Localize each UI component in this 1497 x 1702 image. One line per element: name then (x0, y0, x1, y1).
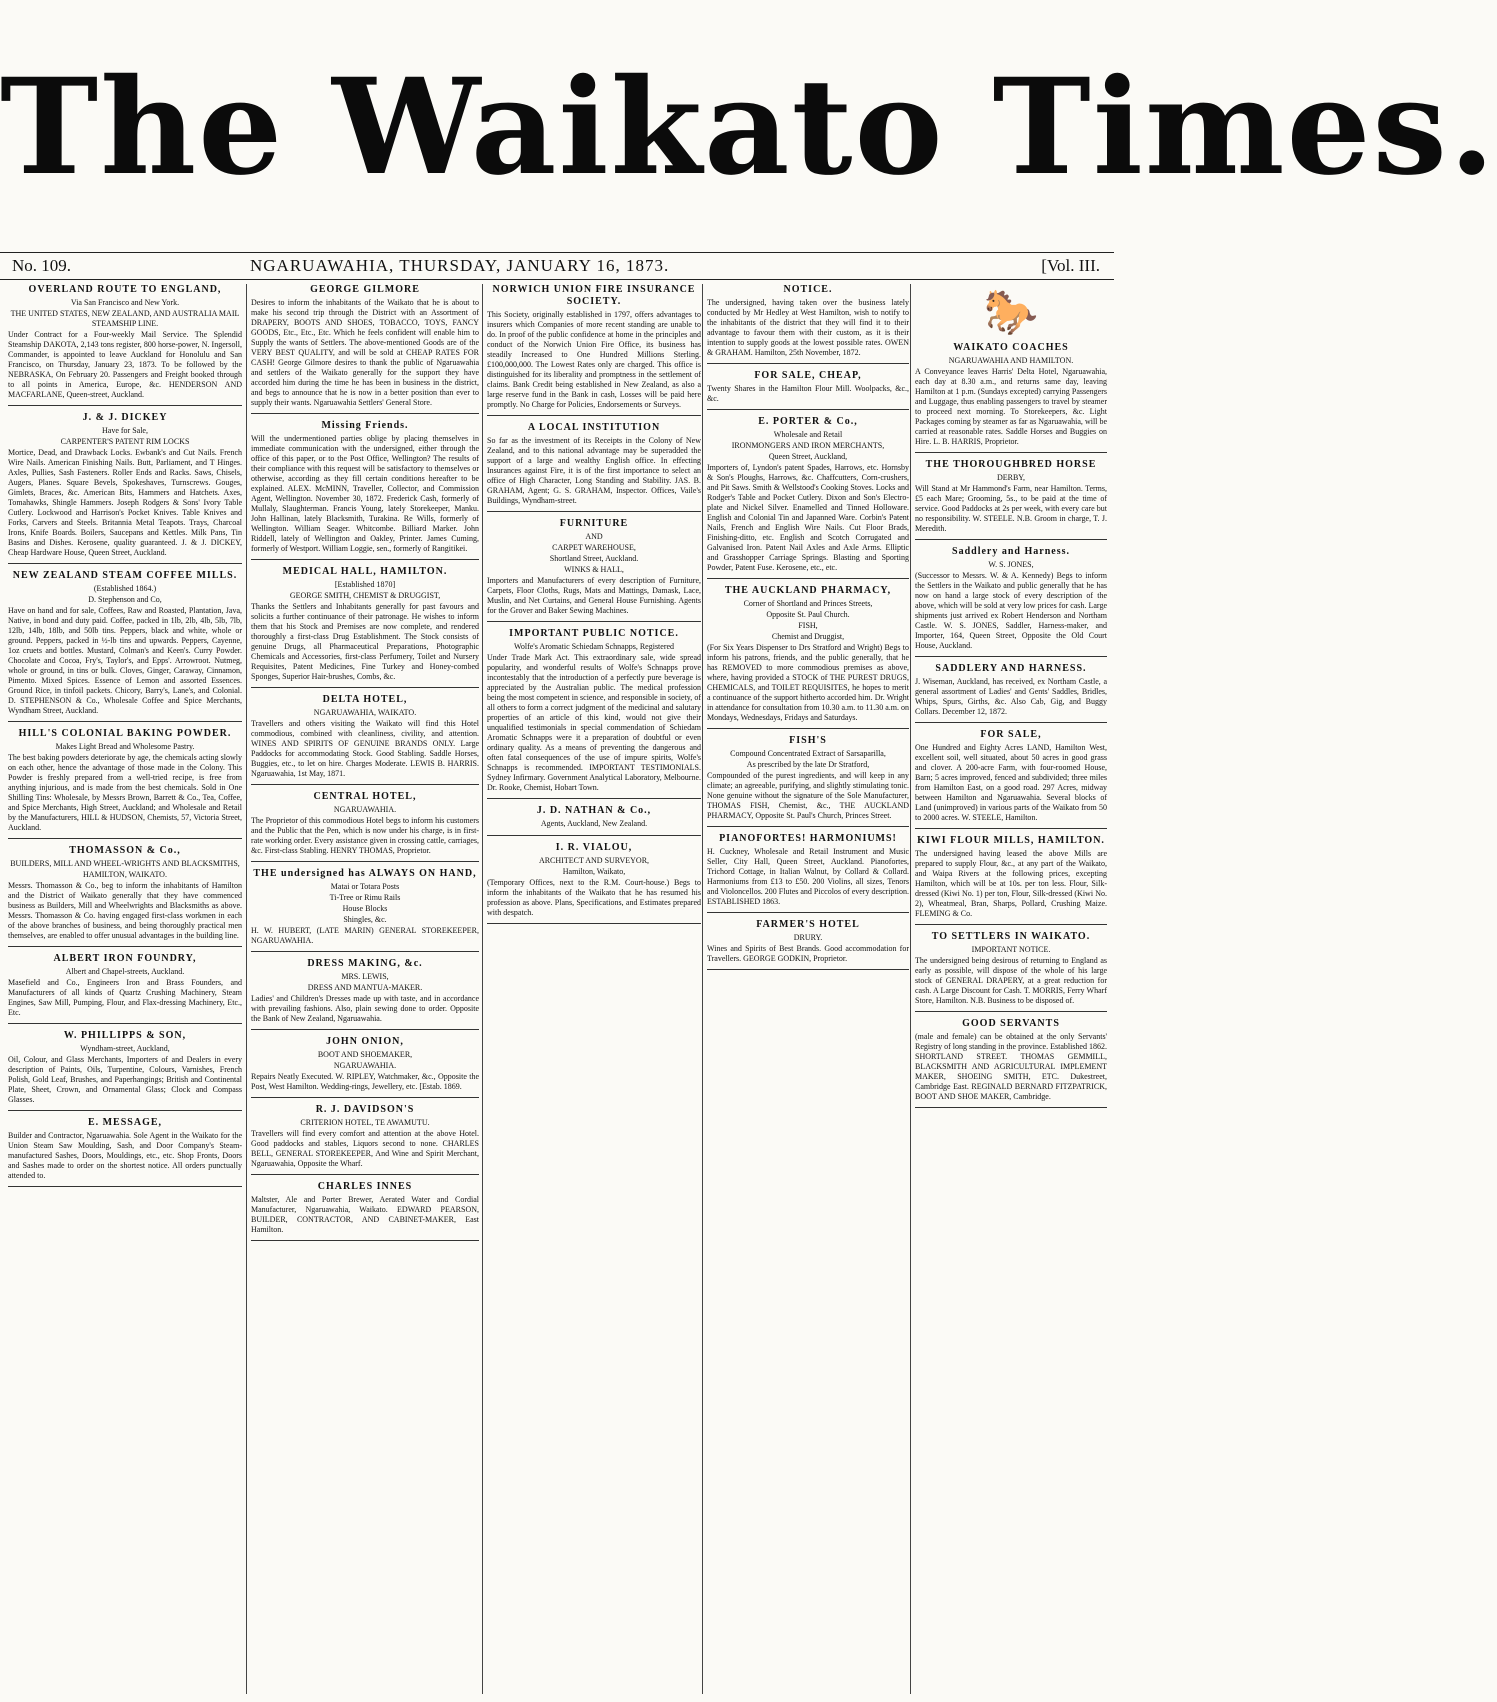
advertisement-subline: DRURY. (793, 933, 823, 942)
advertisement-title: J. D. NATHAN & Co., (536, 805, 652, 816)
advertisement-body: Repairs Neatly Executed. W. RIPLEY, Watchmaker, &c., Opposite the Post, West Hamilton. Wedding-rings, Jewellery, etc. [Estab. 1869. (251, 1072, 479, 1091)
advertisement-body: The undersigned having leased the above Mills are prepared to supply Flour, &c., at any part of the Waikato, and Waipa Rivers at the following prices, excepting Hamilton, which will be at 10s. per ton less. Flour, Silk-dressed (Kiwi No. 1) per ton, Flour, Silk-dressed (Kiwi No. 2), Wheatmeal, Bran, Sharps, Pollard, Crushing Maize. FLEMING & Co. (915, 849, 1107, 918)
advertisement-title: J. & J. DICKEY (82, 412, 168, 423)
coach-illustration: 🐎 (983, 288, 1039, 337)
advertisement-subline: Via San Francisco and New York. (70, 298, 180, 307)
advertisement-subline: CRITERION HOTEL, TE AWAMUTU. (300, 1118, 430, 1127)
advertisement-body: The Proprietor of this commodious Hotel begs to inform his customers and the Public that the Pen, which is now under his charge, is in first-rate working order. Every assistance given in crossing cattle, carriages, &c. First-class Stabling. HENRY THOMAS, Proprietor. (251, 816, 479, 855)
advertisement-subline: CARPENTER'S PATENT RIM LOCKS (60, 437, 190, 446)
advertisement-body: This Society, originally established in 1797, offers advantages to insurers which Companies of more recent standing are unable to do. In proof of the public confidence at home in the principles and conduct of the Norwich Union Fire Office, its business has steadily Increased to One Hundred Millions Sterling. £100,000,000. The Lowest Rates only are charged. This office is distinguished for its liberality and promptness in the settlement of claims. Bank Credit being established in New Zealand, as also a large reserve fund in the Bank in cash, Losses will be paid here promptly. No Charge for Policies, Endorsements or Surveys. (487, 310, 701, 409)
place-and-date: NGARUAWAHIA, THURSDAY, JANUARY 16, 1873. (250, 256, 670, 275)
advertisement-title: MEDICAL HALL, HAMILTON. (282, 566, 448, 577)
advertisement-body: (For Six Years Dispenser to Drs Stratford and Wright) Begs to inform his patrons, friends, and the public generally, that he has REMOVED to more commodious premises as above, where, having provided a STOCK of THE PUREST DRUGS, CHEMICALS, and TOILET REQUISITES, he hopes to merit a continuance of the support hitherto accorded him. Dr. Wright in attendance for consultation from 10.30 a.m. to 11.30 a.m. on Mondays, Wednesdays, Fridays and Saturdays. (707, 643, 909, 722)
advertisement-body: Compounded of the purest ingredients, and will keep in any climate; an agreeable, purifying, and slightly stimulating tonic. None genuine without the signature of the Sole Manufacturer, THOMAS FISH, Chemist, &c., THE AUCKLAND PHARMACY, Opposite St. Paul's Church, Princes Street. (707, 771, 909, 820)
advertisement-subline: Corner of Shortland and Princes Streets, (743, 599, 873, 608)
advertisement-body: Desires to inform the inhabitants of the Waikato that he is about to make his second trip through the District with an Assortment of DRAPERY, BOOTS AND SHOES, TOBACCO, TOYS, FANCY GOODS, Etc., Etc., Etc. Which he feels confident will enable him to Supply the wants of Settlers. The above-mentioned Goods are of the VERY BEST QUALITY, and will be sold at CHEAP RATES FOR CASH! George Gilmore desires to thank the public of Ngaruawahia and settlers of the Waikato generally for the support they have accorded him during the time he has been in business in the district, and begs to announce that he is now in a better position than ever to supply their wants. Ngaruawahia Settlers' General Store. (251, 298, 479, 407)
advertisement-title: CENTRAL HOTEL, (313, 791, 417, 802)
advertisement-subline: Compound Concentrated Extract of Sarsaparilla, (730, 749, 886, 758)
advertisement-title: SADDLERY AND HARNESS. (935, 663, 1087, 674)
advertisement-body: Importers of, Lyndon's patent Spades, Harrows, etc. Hornsby & Son's Ploughs, Harrows, &c. Chaffcutters, Corn-crushers, and Pit Saws. Smith & Wellstood's Cooking Stoves. Locks and Rodger's Table and Pocket Cutlery. Dixon and Son's Electro-plate and Nickel Silver. Enamelled and Tinned Holloware. English and Colonial Tin and Japanned Ware. Corbin's Patent Nails, French and English Wire Nails. Cut Floor Brads, Finishing-ditto, etc. English and Scotch Corrugated and Galvanised Iron. Patent Nail Axles and Axle Arms. Elliptic and Grasshopper Carriage Springs. Blasting and Sporting Powder, Patent Fuse. Kerosene, etc., etc. (707, 463, 909, 572)
advertisement-subline: ARCHITECT AND SURVEYOR, (538, 856, 650, 865)
advertisement-subline: MRS. LEWIS, (341, 972, 389, 981)
advertisement-body: The undersigned, having taken over the business lately conducted by Mr Hedley at West Hamilton, wish to notify to the inhabitants of the district that they will find it to their advantage to favour them with their custom, as it is their intention to supply goods at the lowest possible rates. OWEN & GRAHAM. Hamilton, 25th November, 1872. (707, 298, 909, 357)
advertisement-subline: THE UNITED STATES, NEW ZEALAND, AND AUSTRALIA MAIL STEAMSHIP LINE. (10, 309, 240, 328)
advertisement-subline: Shortland Street, Auckland. (549, 554, 639, 563)
volume-number: [Vol. III. (1041, 256, 1100, 275)
advertisement-body: Travellers and others visiting the Waikato will find this Hotel commodious, combined with cleanliness, civility, and attention. WINES AND SPIRITS OF GENUINE BRANDS ONLY. Large Paddocks for accommodating Stock. Good Stabling. Saddle Horses, Buggies, etc., to let on hire. Charges Moderate. LEWIS B. HARRIS. Ngaruawahia, 1st May, 1871. (251, 719, 479, 778)
advertisement-body: H. Cuckney, Wholesale and Retail Instrument and Music Seller, City Hall, Queen Street, Auckland. Pianofortes, Trichord Cottage, in Italian Walnut, by Collard & Collard. Harmoniums from £13 to £50. 200 Violins, all sizes, Tenors and Violoncellos. 200 Flutes and Piccolos of every description. ESTABLISHED 1863. (707, 847, 910, 906)
advertisement-subline: Hamilton, Waikato, (562, 867, 626, 876)
advertisement (707, 585, 909, 729)
advertisement-title: A LOCAL INSTITUTION (527, 422, 661, 433)
advertisement-subline: HAMILTON, WAIKATO. (83, 870, 167, 879)
advertisement-title: E. PORTER & Co., (758, 416, 858, 427)
advertisement (487, 805, 701, 836)
masthead-title: The Waikato Times. (0, 50, 1497, 205)
advertisement-subline: IMPORTANT NOTICE. (971, 945, 1051, 954)
advertisement (707, 833, 909, 913)
advertisement (707, 735, 909, 827)
advertisement-title: R. J. DAVIDSON'S (315, 1104, 415, 1115)
advertisement-body: Wines and Spirits of Best Brands. Good accommodation for Travellers. GEORGE GODKIN, Proprietor. (707, 944, 909, 963)
advertisement (251, 694, 479, 785)
advertisement-subline: NGARUAWAHIA AND HAMILTON. (948, 356, 1074, 365)
advertisement-body: (Temporary Offices, next to the R.M. Court-house.) Begs to inform the inhabitants of the Waikato that he has resumed his profession as above. Plans, Specifications, and Estimates prepared with despatch. (487, 878, 701, 917)
advertisement-subline: DERBY, (996, 473, 1026, 482)
advertisement-body: One Hundred and Eighty Acres LAND, Hamilton West, excellent soil, well situated, about 50 acres in good grass and clover. A 200-acre Farm, with four-roomed House, Barn; 5 acres improved, fenced and subdivided; three miles from Hamilton East, on a good road. 297 Acres, midway between Hamilton and Ngaruawahia. Several blocks of Land (unimproved) in various parts of the Waikato from 50 to 2000 acres. W. STEELE, Hamilton. (915, 743, 1107, 822)
advertisement-title: FOR SALE, (980, 729, 1042, 740)
advertisement (707, 416, 909, 579)
issue-number: No. 109. (12, 256, 72, 275)
advertisement-body: Under Trade Mark Act. This extraordinary sale, wide spread popularity, and wonderful results of Wolfe's Schnapps prove incontestably that the introduction of a perfectly pure beverage is appreciated by the Australian public. The medical profession being the most competent in science, and responsible in society, of all others to form a correct judgment of the medicinal and salutary properties of an article of this kind, would not give their unqualified testimonials in special commendation of Schiedam Aromatic Schnapps were it a preparation of doubtful or even ordinary quality. As a means of preventing the dangerous and often fatal consequences of the use of impure spirits, Wolfe's Schnapps is recommended. IMPORTANT TESTIMONIALS. Sydney Infirmary. Government Analytical Laboratory, Melbourne. Dr. Rooke, Chemist, Hobart Town. (487, 653, 701, 792)
advertisement (487, 518, 701, 622)
advertisement-body: Travellers will find every comfort and attention at the above Hotel. Good paddocks and stables, Liquors second to none. CHARLES BELL, GENERAL STOREKEEPER, And Wine and Spirit Merchant, Ngaruawahia, Opposite the Wharf. (251, 1129, 479, 1168)
advertisement-subline: Ti-Tree or Rimu Rails (329, 893, 401, 902)
advertisement-body: J. Wiseman, Auckland, has received, ex Northam Castle, a general assortment of Ladies' and Gents' Saddles, Bridles, Whips, Spurs, Girths, &c. Also Cab, Gig, and Buggy Collars. December 12, 1872. (915, 677, 1107, 716)
advertisement (251, 868, 479, 952)
advertisement-subline: Opposite St. Paul Church. (766, 610, 850, 619)
advertisement-subline: DRESS AND MANTUA-MAKER. (307, 983, 423, 992)
dateline (0, 252, 1114, 280)
advertisement-subline: CARPET WAREHOUSE, (552, 543, 636, 552)
advertisement-subline: Matai or Totara Posts (330, 882, 400, 891)
advertisement-title: DRESS MAKING, &c. (307, 958, 423, 969)
advertisement-body: Will Stand at Mr Hammond's Farm, near Hamilton. Terms, £5 each Mare; Grooming, 5s., to be paid at the time of service. Good Paddocks at 2s per week, with every care but no responsibility. W. STEELE. N.B. Groom in charge, T. J. Meredith. (915, 484, 1107, 533)
advertisement (8, 284, 242, 406)
column-2 (246, 284, 479, 1694)
advertisement-title: NEW ZEALAND STEAM COFFEE MILLS. (12, 570, 238, 581)
advertisement (251, 284, 479, 414)
advertisement (487, 284, 701, 416)
advertisement-title: W. PHILLIPPS & SON, (63, 1030, 187, 1041)
advertisement (251, 420, 479, 560)
advertisement (915, 342, 1107, 453)
advertisement-title: THOMASSON & Co., (69, 845, 181, 856)
advertisement-subline: FISH, (798, 621, 818, 630)
advertisement (915, 931, 1107, 1012)
advertisement (8, 570, 242, 722)
advertisement (8, 845, 242, 947)
advertisement-subline: Wyndham-street, Auckland, (80, 1044, 170, 1053)
advertisement-subline: [Established 1870] (334, 580, 396, 589)
advertisement-body: Masefield and Co., Engineers Iron and Brass Founders, and Manufacturers of all kinds of Quartz Crushing Machinery, Steam Engines, Saw Mill, Pumping, Flour, and Flax-dressing Machinery, Etc., Etc. (8, 978, 242, 1017)
advertisement-body: H. W. HUBERT, (LATE MARIN) GENERAL STOREKEEPER, NGARUAWAHIA. (251, 926, 479, 945)
advertisement (251, 1036, 479, 1098)
advertisement-subline: Makes Light Bread and Wholesome Pastry. (55, 742, 195, 751)
advertisement-title: Missing Friends. (321, 420, 409, 431)
advertisement-body: The best baking powders deteriorate by age, the chemicals acting slowly on each other, hence the advantage of those made in the Colony. This Powder is freshly prepared from a well-tried recipe, is free from anything injurious, and is made from the best chemicals. Sold in One Shilling Tins: Wholesale, by Messrs Brown, Barrett & Co., Tea, Coffee, and Spice Merchants, High Street, Auckland; and Wholesale and Retail by the Manufacturers, HILL & HUDSON, Chemists, 57, Victoria Street, Auckland. (8, 753, 242, 832)
advertisement (8, 953, 242, 1024)
advertisement-title: E. MESSAGE, (87, 1117, 163, 1128)
advertisement-body: A Conveyance leaves Harris' Delta Hotel, Ngaruawahia, each day at 8.30 a.m., and returns same day, leaving Hamilton at 1 p.m. (Sundays excepted) carrying Passengers and Luggage, thus enabling passengers to travel by steamer to proceed next morning. To Storekeepers, &c. Light Packages coming by steamer as far as Ngaruawahia, will be carried at reasonable rates. Saddle Horses and Buggies on Hire. L. B. HARRIS, Proprietor. (915, 367, 1107, 446)
advertisement-subline: NGARUAWAHIA. (333, 1061, 397, 1070)
advertisement-subline: NGARUAWAHIA, WAIKATO. (313, 708, 417, 717)
advertisement (915, 459, 1107, 540)
advertisement-body: Maltster, Ale and Porter Brewer, Aerated Water and Cordial Manufacturer, Ngaruawahia, Waikato. EDWARD PEARSON, BUILDER, CONTRACTOR, AND CABINET-MAKER, East Hamilton. (251, 1195, 479, 1234)
advertisement (251, 1104, 479, 1175)
column-1 (8, 284, 242, 1694)
advertisement-subline: Albert and Chapel-streets, Auckland. (65, 967, 185, 976)
advertisement-title: PIANOFORTES! HARMONIUMS! (719, 833, 897, 844)
advertisement-subline: W. S. JONES, (988, 560, 1034, 569)
advertisement (487, 842, 701, 924)
advertisement-subline: GEORGE SMITH, CHEMIST & DRUGGIST, (289, 591, 441, 600)
advertisement-body: (Successor to Messrs. W. & A. Kennedy) Begs to inform the Settlers in the Waikato and public generally that he has now on hand a large stock of every description of the above, which will be sold at very low prices for cash. Large shipments just arrived ex Robert Henderson and Northam Castle. W. S. JONES, Saddler, Harness-maker, and Importer, 164, Queen Street, Opposite the Old Court House, Auckland. (915, 571, 1107, 650)
advertisement-body: Thanks the Settlers and Inhabitants generally for past favours and solicits a further continuance of their patronage. He wishes to inform them that his Stock and Premises are now complete, and rendered thoroughly a first-class Drug Establishment. The Stock consists of genuine Drugs, all Pharmaceutical Preparations, Photographic Chemicals and Accessories, first-class Perfumery, Toilet and Nursery Requisites, Patent Medicines, Fine Turkey and Honey-combed Sponges, Superior Hair-brushes, Combs, &c. (251, 602, 479, 681)
advertisement (8, 728, 242, 839)
advertisement-body: Importers and Manufacturers of every description of Furniture, Carpets, Floor Cloths, Rugs, Mats and Mattings, Damask, Lace, Muslin, and Net Curtains, and General House Furnishing. Agents for the Grover and Baker Sewing Machines. (487, 576, 701, 615)
column-4 (702, 284, 909, 1694)
advertisement-subline: House Blocks (342, 904, 388, 913)
advertisement-subline: Wolfe's Aromatic Schiedam Schnapps, Registered (513, 642, 675, 651)
advertisement (915, 729, 1107, 829)
advertisement-body: Mortice, Dead, and Drawback Locks. Ewbank's and Cut Nails. French Wire Nails. American Finishing Nails. Butt, Parliament, and T Hinges. Axles, Pullies, Sash Fasteners. Roller Ends and Racks. Saws, Chisels, Augers, Planes. Square Bevels, Spokeshaves, Turnscrews. Gouges, Gimlets, Braces, &c. American Bits, Hammers and Hatchets. Axes, Tomahawks, Shingle Hammers. Joseph Rodgers & Sons' Ivory Table Cutlery. Lockwood and Harrison's Pocket Knives. Table Knives and Forks, Carvers and Steels. Britannia Metal Teapots. Trays, Charcoal Irons, Knife Boards. Boilers, Saucepans and Kettles. Milk Pans, Tin Basins and Dishes. Kerosene, quality guaranteed. J. & J. DICKEY, Cheap Hardware House, Queen Street, Auckland. (8, 448, 242, 557)
advertisement-title: THE THOROUGHBRED HORSE (925, 459, 1097, 470)
advertisement-subline: NGARUAWAHIA. (333, 805, 397, 814)
advertisement-title: KIWI FLOUR MILLS, HAMILTON. (917, 835, 1105, 846)
advertisement (915, 1018, 1107, 1108)
advertisement-title: THE undersigned has ALWAYS ON HAND, (253, 868, 477, 879)
advertisement-subline: BUILDERS, MILL AND WHEEL-WRIGHTS AND BLACKSMITHS, (10, 859, 240, 868)
advertisement (487, 628, 701, 799)
advertisement (251, 958, 479, 1030)
advertisement-title: THE AUCKLAND PHARMACY, (724, 585, 892, 596)
advertisement-body: Oil, Colour, and Glass Merchants, Importers of and Dealers in every description of Paints, Oils, Turpentine, Colours, Varnishes, French Polish, Gold Leaf, Brushes, and Paperhangings; British and Continental Plate, Sheet, Crown, and Ornamental Glass; Clock and Compass Glasses. (8, 1055, 242, 1104)
advertisement-body: (male and female) can be obtained at the only Servants' Registry of long standing in the province. Established 1862. SHORTLAND STREET. THOMAS GEMMILL, BLACKSMITH AND AGRICULTURAL IMPLEMENT MAKER, SHOEING SMITH, ETC. Dukestreet, Cambridge East. REGINALD BERNARD FITZPATRICK, BOOT AND SHOE MAKER, Cambridge. (915, 1032, 1107, 1101)
advertisement-body: Builder and Contractor, Ngaruawahia. Sole Agent in the Waikato for the Union Steam Saw Moulding, Sash, and Door Company's Steam-manufactured Sashes, Doors, Mouldings, etc., etc. Shop Fronts, Doors and Sashes made to order on the shortest notice. All orders punctually attended to. (8, 1131, 242, 1180)
advertisement-subline: BOOT AND SHOEMAKER, (317, 1050, 413, 1059)
advertisement-title: GOOD SERVANTS (962, 1018, 1060, 1029)
advertisement-subline: D. Stephenson and Co, (88, 595, 162, 604)
advertisement (487, 422, 701, 512)
advertisement (251, 1181, 479, 1241)
advertisement-subline: Agents, Auckland, New Zealand. (540, 819, 648, 828)
advertisement-body: Twenty Shares in the Hamilton Flour Mill. Woolpacks, &c., &c. (707, 384, 909, 403)
advertisement (251, 791, 479, 862)
advertisement-subline: Queen Street, Auckland, (768, 452, 848, 461)
advertisement-subline: (Established 1864.) (93, 584, 157, 593)
advertisement-title: Saddlery and Harness. (952, 546, 1070, 557)
advertisement-body: Ladies' and Children's Dresses made up with taste, and in accordance with prevailing fashions. Also, plain sewing done to order. Opposite the Bank of New Zealand, Ngaruawahia. (251, 994, 479, 1023)
advertisement-title: NOTICE. (783, 284, 833, 295)
advertisement-title: FARMER'S HOTEL (756, 919, 860, 930)
advertisement-subline: Chemist and Druggist, (771, 632, 845, 641)
advertisement (707, 919, 909, 970)
advertisement-body: The undersigned being desirous of returning to England as early as possible, will dispose of the whole of his large stock of GENERAL DRAPERY, at a great reduction for cash. A Large Discount for Cash. T. MORRIS, Ferry Wharf Store, Hamilton. N.B. Business to be disposed of. (915, 956, 1107, 1005)
advertisement-title: NORWICH UNION FIRE INSURANCE SOCIETY. (492, 284, 696, 307)
advertisement-title: DELTA HOTEL, (322, 694, 408, 705)
advertisement (915, 546, 1107, 657)
advertisement-title: ALBERT IRON FOUNDRY, (53, 953, 197, 964)
advertisement-subline: Wholesale and Retail (773, 430, 843, 439)
advertisement-title: HILL'S COLONIAL BAKING POWDER. (18, 728, 232, 739)
advertisement-title: WAIKATO COACHES (953, 342, 1069, 353)
advertisement-title: FURNITURE (559, 518, 629, 529)
advertisement-body: Under Contract for a Four-weekly Mail Service. The Splendid Steamship DAKOTA, 2,143 tons register, 800 horse-power, N. Ingersoll, Commander, is appointed to leave Auckland for Honolulu and San Francisco, on Thursday, January 23, 1873. To be followed by the NEBRASKA, On February 20. Passengers and Freight booked through to all points in America, Europe, &c. HENDERSON AND MACFARLANE, Queen-street, Auckland. (8, 330, 242, 399)
advertisement-title: IMPORTANT PUBLIC NOTICE. (509, 628, 679, 639)
advertisement-subline: AND (585, 532, 603, 541)
advertisement (707, 370, 909, 410)
advertisement (707, 284, 909, 364)
advertisement-body: Will the undermentioned parties oblige by placing themselves in immediate communication with the undersigned, either through the office of this paper, or to the Post Office, Wellington? The results of their compliance with this request will be satisfactory to themselves or otherwise, according as they fill certain conditions hereafter to be explained. ALEX. McMINN, Traveller, Collector, and Commission Agent, Wellington. November 30, 1872. Frederick Cash, formerly of Mullaly, Slaughterman. Francis Young, lately Storekeeper, Manku. John Hallinan, lately Blacksmith, Turakina. Re Wills, formerly of Wellington. William Seager. Whitcombe. Billiard Marker. John Riddell, lately of Wellington and Oakley, Printer. James Cuming, formerly of Westport. William Loggie, sen., formerly of Rangitikei. (251, 434, 479, 553)
advertisement-title: FOR SALE, CHEAP, (754, 370, 862, 381)
advertisement-title: JOHN ONION, (326, 1036, 404, 1047)
advertisement (8, 1117, 242, 1187)
columns (8, 284, 1106, 1694)
advertisement-title: GEORGE GILMORE (310, 284, 420, 295)
advertisement-body: Messrs. Thomasson & Co., beg to inform the inhabitants of Hamilton and the District of Waikato generally that they have commenced business as Builders, Mill and Wheelwrights and Blacksmiths as above. Messrs. Thomasson & Co. having engaged first-class workmen in each of the above branches of business, and being thoroughly practical men themselves, are enabled to offer unusual advantages in the building line. (8, 881, 242, 940)
advertisement-body: Have on hand and for sale, Coffees, Raw and Roasted, Plantation, Java, Native, in bond and duty paid. Coffee, packed in 1lb, 2lb, 4lb, 5lb, 7lb, 12lb, 14lb, 18lb, and 50lb tins. Peppers, black and white, whole or ground. Peppers, packed in ½-lb tins and upwards. Peppers, Cayenne, 1oz cruets and bottles. Mustard, Colman's and Keen's. Curry Powder. Chocolate and Cocoa, Fry's, Taylor's, and Epps'. Arrowroot. Nutmeg, whole or ground, in tins or bulk. Cloves, Ginger, Caraway, Cinnamon, Pimento. Mixed Spices. Essence of Lemon and assorted Essences. Ground Rice, in tinfoil packets. Chicory, Barry's, Lane's, and Colonial. D. STEPHENSON & Co., Wholesale Coffee and Spice Merchants, Wyndham Street, Auckland. (8, 606, 242, 715)
advertisement (251, 566, 479, 688)
advertisement-subline: WINKS & HALL, (564, 565, 624, 574)
advertisement-subline: Shingles, &c. (343, 915, 387, 924)
advertisement-subline: Have for Sale, (102, 426, 148, 435)
advertisement-title: FISH'S (789, 735, 827, 746)
advertisement-subline: As prescribed by the late Dr Stratford, (746, 760, 870, 769)
advertisement-body: So far as the investment of its Receipts in the Colony of New Zealand, and to this national advantage may be superadded the support of a large and wealthy English office. In effecting Insurances against Fire, it is of the first importance to select an office of High Character, Long Standing and Stability. JAS. B. GRAHAM, Agent; G. S. GRAHAM, Inspector. Offices, Vaile's Buildings, Wyndham-street. (487, 436, 701, 505)
advertisement-title: TO SETTLERS IN WAIKATO. (931, 931, 1091, 942)
column-5 (910, 284, 1107, 1694)
advertisement (915, 835, 1107, 925)
advertisement (8, 1030, 242, 1111)
advertisement-title: CHARLES INNES (317, 1181, 413, 1192)
advertisement (915, 663, 1107, 723)
advertisement-title: I. R. VIALOU, (555, 842, 633, 853)
advertisement (8, 412, 242, 564)
column-3 (482, 284, 701, 1694)
advertisement-subline: IRONMONGERS AND IRON MERCHANTS, (731, 441, 885, 450)
advertisement-title: OVERLAND ROUTE TO ENGLAND, (28, 284, 222, 295)
